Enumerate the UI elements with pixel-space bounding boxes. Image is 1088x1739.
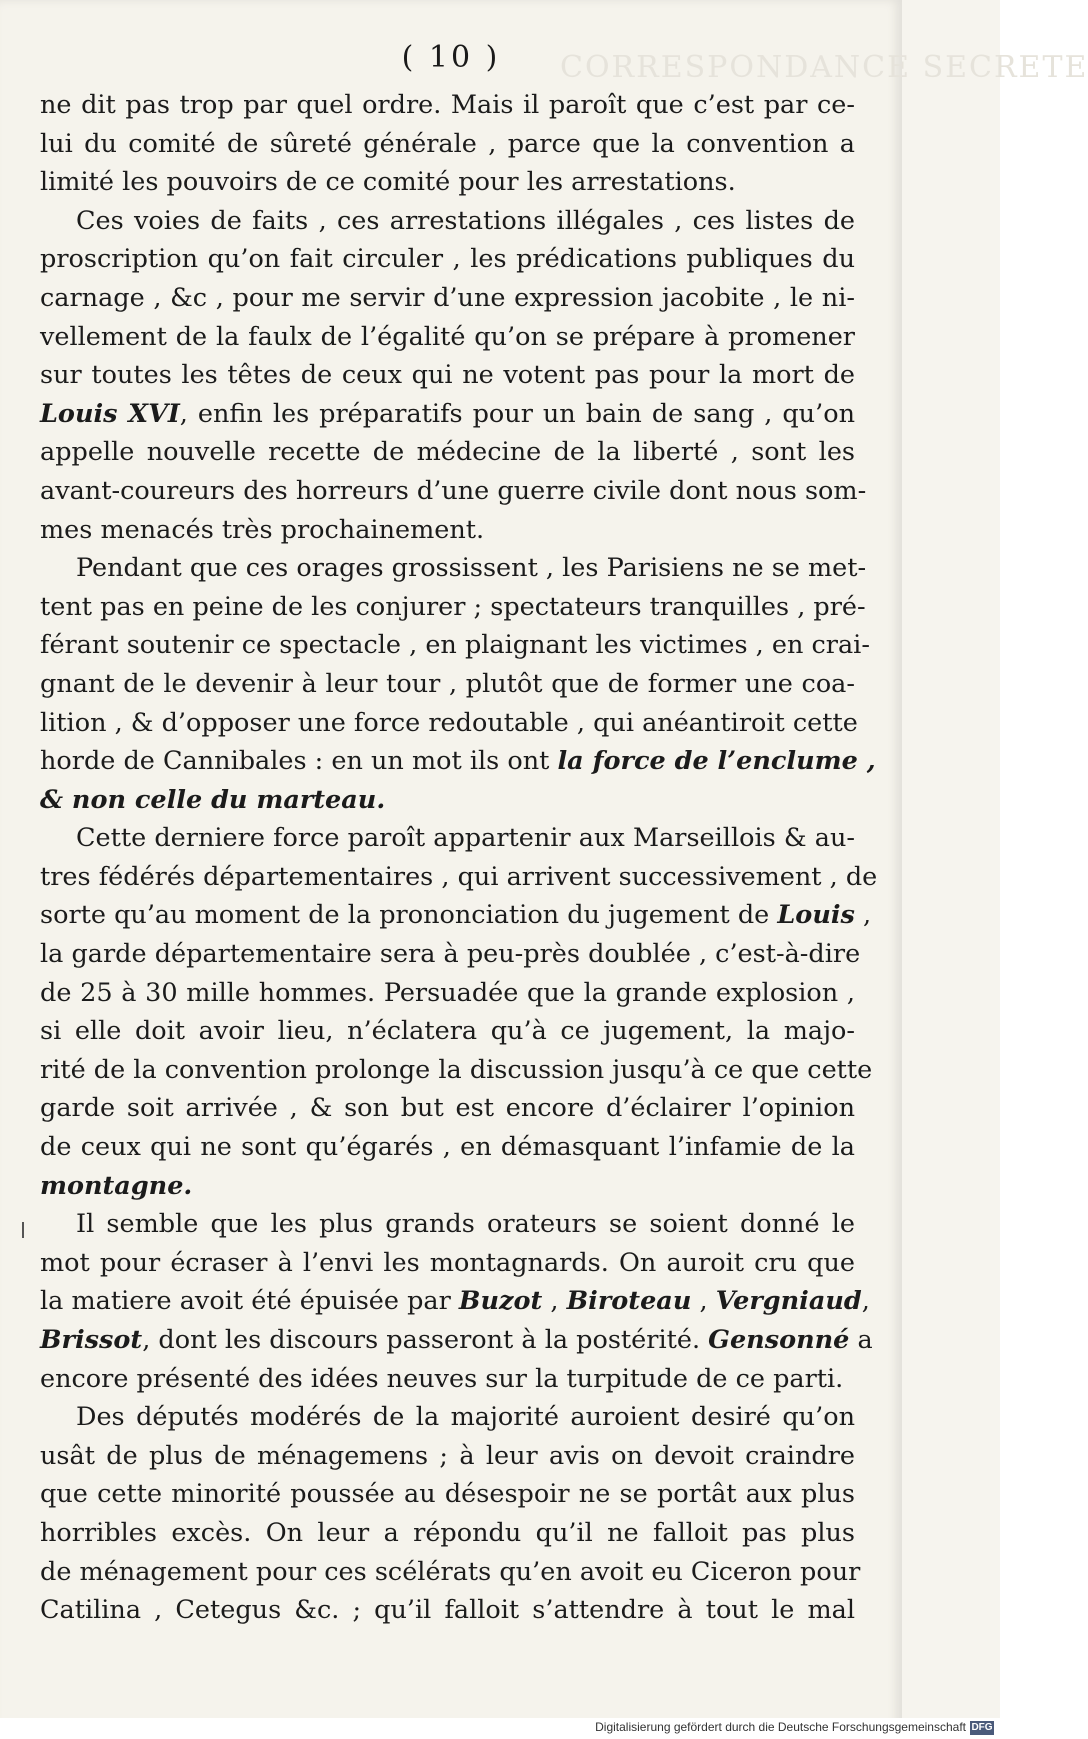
text-line — [40, 86, 855, 125]
text-line — [40, 395, 855, 434]
text-line — [40, 279, 855, 318]
text-span: si elle doit avoir lieu, n’éclatera qu’à ce jugement, la majo- — [40, 1016, 855, 1047]
text-line — [40, 472, 867, 511]
text-line — [40, 1398, 855, 1437]
text-span: horde de Cannibales : en un mot ils ont — [40, 746, 558, 777]
text-line — [40, 240, 855, 279]
text-span: lition , & d’opposer une force redoutable , qui anéantiroit cette — [40, 707, 858, 738]
text-span: carnage , &c , pour me servir d’une expression jacobite , le ni- — [40, 282, 855, 313]
text-line — [40, 896, 872, 935]
dfg-logo-icon: DFG — [971, 1722, 993, 1733]
text-span: Ces voies de faits , ces arrestations illégales , ces listes de — [76, 205, 855, 236]
footer — [0, 1718, 1000, 1739]
text-span: , — [691, 1286, 716, 1317]
italic-text: la force de l’enclume , — [557, 746, 876, 777]
text-span: vellement de la faulx de l’égalité qu’on se prépare à promener — [40, 321, 855, 352]
text-span: Cette derniere force paroît appartenir aux Marseillois & au- — [76, 823, 855, 854]
text-line — [40, 588, 866, 627]
text-span: , — [861, 1286, 870, 1317]
text-line — [40, 125, 855, 164]
text-line — [40, 356, 855, 395]
italic-text: Buzot — [458, 1286, 543, 1317]
italic-text: montagne. — [40, 1170, 193, 1201]
text-span: la garde départementaire sera à peu-près doublée , c’est-à-dire — [40, 939, 861, 970]
text-span: avant-coureurs des horreurs d’une guerre civile dont nous som- — [40, 475, 867, 506]
text-span: a — [849, 1325, 873, 1355]
page-number: ( 10 ) — [401, 40, 501, 75]
text-span: la matiere avoit été épuisée par — [40, 1286, 459, 1317]
text-span: , dont les discours passeront à la postérité. — [142, 1325, 709, 1355]
text-span: tent pas en peine de les conjurer ; spectateurs tranquilles , pré- — [40, 591, 866, 622]
italic-text: Biroteau — [566, 1286, 692, 1317]
text-span: rité de la convention prolonge la discussion jusqu’à ce que cette — [40, 1054, 873, 1085]
text-span: garde soit arrivée , & son but est encore d’éclairer l’opinion — [40, 1093, 855, 1124]
text-line — [40, 1089, 855, 1128]
text-span: gnant de le devenir à leur tour , plutôt que de former une coa- — [40, 668, 855, 699]
text-span: proscription qu’on fait circuler , les prédications publiques du — [40, 244, 855, 275]
text-line — [40, 1282, 870, 1321]
text-line — [40, 704, 858, 743]
text-line — [40, 781, 855, 820]
text-line — [40, 935, 861, 974]
text-line — [40, 1128, 855, 1167]
text-span: Pendant que ces orages grossissent , les Parisiens ne se met- — [76, 553, 867, 584]
text-line — [40, 626, 870, 665]
text-line — [40, 1205, 855, 1244]
italic-text: Louis — [777, 900, 855, 931]
text-line — [40, 1360, 855, 1399]
text-line — [40, 858, 878, 897]
text-line — [40, 1591, 855, 1630]
text-span: , — [854, 900, 872, 931]
text-line — [40, 742, 876, 781]
text-span: que cette minorité poussée au désespoir ne se portât aux plus — [40, 1479, 855, 1510]
text-span: mot pour écraser à l’envi les montagnards. On auroit cru que — [40, 1247, 855, 1278]
text-span: appelle nouvelle recette de médecine de la liberté , sont les — [40, 437, 855, 468]
text-line — [40, 1244, 855, 1283]
text-span: Des députés modérés de la majorité auroient desiré qu’on — [76, 1402, 855, 1433]
text-line — [40, 511, 855, 550]
text-line — [40, 163, 855, 202]
text-line — [40, 974, 855, 1013]
text-span: férant soutenir ce spectacle , en plaignant les victimes , en crai- — [40, 630, 870, 661]
italic-text: Louis XVI — [40, 398, 180, 429]
text-line — [40, 202, 855, 241]
text-span: , enfin les préparatifs pour un bain de sang , qu’on — [179, 398, 855, 429]
text-span: Il semble que les plus grands orateurs se soient donné le — [76, 1209, 855, 1240]
text-line — [40, 665, 855, 704]
margin-mark — [22, 1222, 24, 1238]
text-span: encore présenté des idées neuves sur la turpitude de ce parti. — [40, 1363, 844, 1394]
text-span: , — [542, 1286, 567, 1317]
text-span: tres fédérés départementaires , qui arrivent successivement , de — [40, 861, 878, 892]
text-span: mes menacés très prochainement. — [40, 514, 485, 545]
text-line — [40, 1051, 873, 1090]
text-line — [40, 1167, 855, 1206]
text-line — [40, 549, 867, 588]
text-span: sur toutes les têtes de ceux qui ne votent pas pour la mort de — [40, 360, 855, 391]
text-line — [40, 1553, 861, 1592]
text-span: limité les pouvoirs de ce comité pour les arrestations. — [40, 167, 736, 198]
text-span: ne dit pas trop par quel ordre. Mais il paroît que c’est par ce- — [40, 90, 855, 120]
text-line — [40, 1012, 855, 1051]
italic-text: Gensonné — [708, 1325, 850, 1355]
italic-text: & non celle du marteau. — [40, 784, 386, 815]
italic-text: Vergniaud — [715, 1286, 862, 1317]
text-line — [40, 1321, 873, 1360]
text-line — [40, 819, 855, 858]
text-span: Catilina , Cetegus &c. ; qu’il falloit s’attendre à tout le mal — [40, 1595, 855, 1626]
text-line — [40, 1475, 855, 1514]
text-line — [40, 1514, 855, 1553]
italic-text: Brissot — [40, 1325, 143, 1355]
bleed-through-text: CORRESPONDANCE SECRETE — [560, 50, 1088, 85]
text-line — [40, 1437, 855, 1476]
digitization-credit: Digitalisierung gefördert durch die Deutsche Forschungsgemeinschaft — [595, 1720, 966, 1734]
text-span: de 25 à 30 mille hommes. Persuadée que la grande explosion , — [40, 977, 855, 1008]
text-line — [40, 433, 855, 472]
text-span: de ceux qui ne sont qu’égarés , en démasquant l’infamie de la — [40, 1132, 855, 1163]
text-span: de ménagement pour ces scélérats qu’en avoit eu Ciceron pour — [40, 1556, 861, 1587]
body-text — [40, 86, 878, 1630]
text-span: horribles excès. On leur a répondu qu’il ne falloit pas plus — [40, 1517, 855, 1548]
text-line — [40, 318, 855, 357]
text-span: lui du comité de sûreté générale , parce que la convention a — [40, 128, 855, 159]
text-span: sorte qu’au moment de la prononciation du jugement de — [40, 900, 778, 931]
text-span: usât de plus de ménagemens ; à leur avis on devoit craindre — [40, 1440, 855, 1471]
